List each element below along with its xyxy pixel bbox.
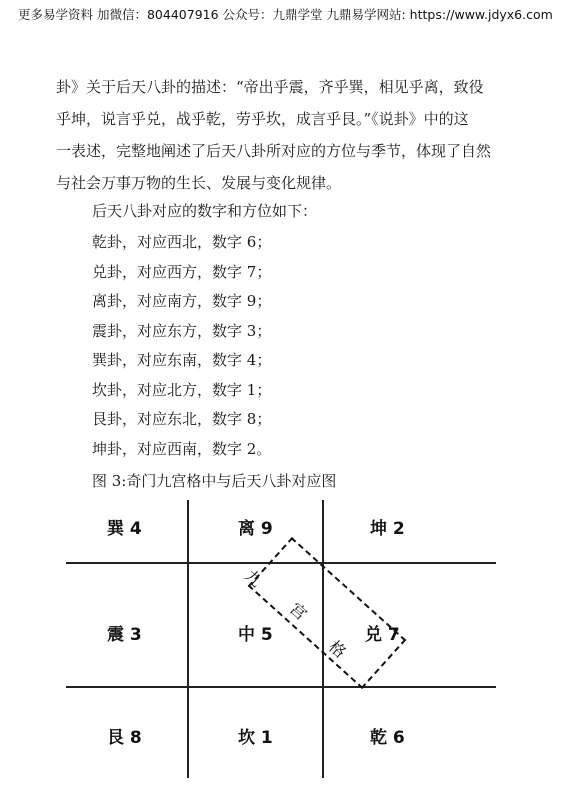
list-item: 坎卦，对应北方，数字 1； (92, 380, 272, 399)
cell-xun: 巽 4 (107, 519, 142, 539)
trigram-list (92, 228, 271, 464)
figure-caption: 图 3:奇门九宫格中与后天八卦对应图 (92, 472, 337, 490)
list-item: 震卦，对应东方，数字 3； (92, 321, 272, 340)
paragraph-line: 与社会万事万物的生长、发展与变化规律。 (56, 174, 342, 192)
grid-line (66, 686, 496, 688)
cell-dui: 兑 7 (365, 625, 400, 645)
stamp-char: 宫 (286, 598, 311, 624)
cell-zhen: 震 3 (107, 625, 142, 645)
list-item: 乾卦，对应西北，数字 6； (92, 233, 272, 251)
cell-gen: 艮 8 (107, 728, 142, 748)
list-item: 坤卦，对应西南，数字 2。 (92, 439, 272, 458)
cell-li: 离 9 (238, 519, 273, 539)
paragraph (56, 74, 526, 196)
cell-kan: 坎 1 (238, 728, 273, 748)
stamp-char: 格 (325, 636, 350, 662)
paragraph-line: 卦》关于后天八卦的描述：“帝出乎震，齐乎巽，相见乎离，致役 (56, 78, 484, 96)
stamp-char: 九 (241, 565, 266, 591)
list-item: 艮卦，对应东北，数字 8； (92, 410, 272, 428)
list-item: 巽卦，对应东南，数字 4； (92, 351, 272, 369)
list-item: 兑卦，对应西方，数字 7； (92, 262, 272, 281)
cell-center: 中 5 (238, 625, 273, 645)
intro-text: 后天八卦对应的数字和方位如下： (92, 202, 318, 220)
cell-qian: 乾 6 (370, 728, 405, 748)
cell-kun: 坤 2 (370, 519, 405, 539)
paragraph-line: 一表述，完整地阐述了后天八卦所对应的方位与季节，体现了自然 (56, 142, 492, 160)
page-header: 更多易学资料 加微信：804407916 公众号：九鼎学堂 九鼎易学网站: https://www.jdyx6.com (18, 7, 553, 22)
list-item: 离卦，对应南方，数字 9； (92, 292, 272, 310)
grid-line (187, 500, 189, 778)
paragraph-line: 乎坤，说言乎兑，战乎乾，劳乎坎，成言乎艮。”《说卦》中的这 (56, 110, 469, 128)
